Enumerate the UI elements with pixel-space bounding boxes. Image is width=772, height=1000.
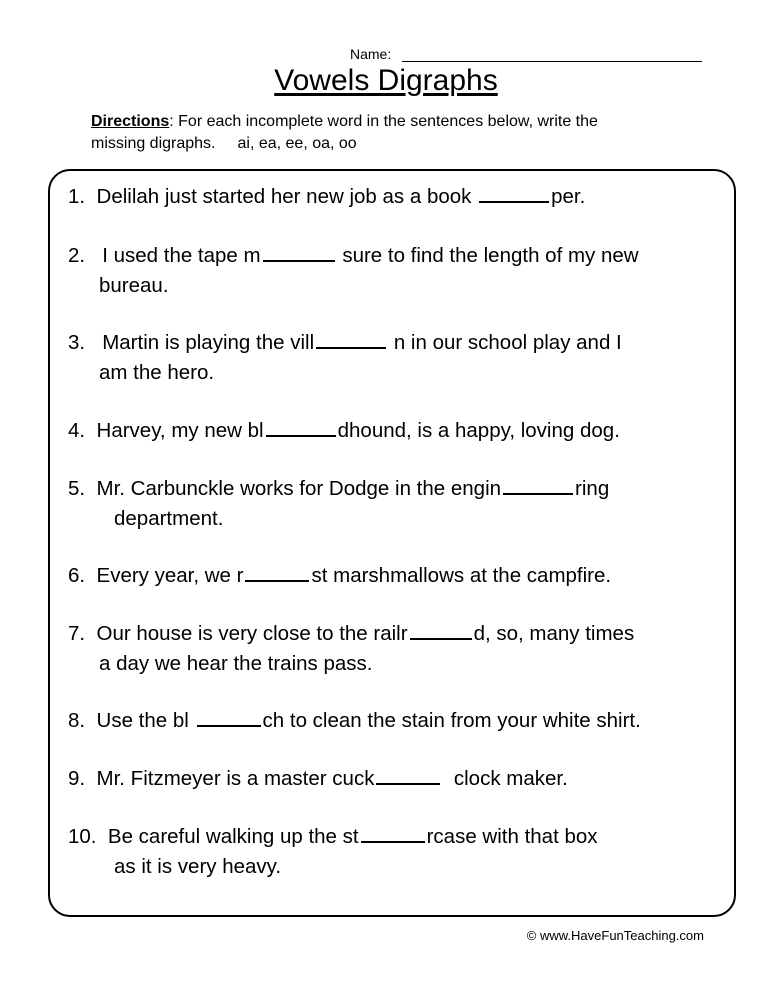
question-text: per. (551, 185, 586, 208)
question-number: 2. (68, 244, 86, 267)
question-text: Our house is very close to the railr (96, 622, 408, 645)
question-text: I used the tape m (102, 244, 261, 267)
question-text: Delilah just started her new job as a book (96, 185, 472, 208)
question-number: 4. (68, 419, 86, 442)
question-text: department. (114, 507, 224, 530)
question-4 (68, 416, 748, 446)
answer-blank[interactable] (263, 242, 335, 262)
question-1 (68, 182, 748, 212)
question-text: sure to find the length of my new (342, 244, 639, 267)
question-text: Mr. Fitzmeyer is a master cuck (96, 767, 375, 790)
question-text: Harvey, my new bl (96, 419, 264, 442)
question-number: 1. (68, 185, 86, 208)
question-text: bureau. (99, 274, 169, 297)
answer-blank[interactable] (503, 475, 573, 495)
question-9 (68, 764, 748, 794)
question-7 (68, 619, 748, 679)
question-number: 6. (68, 564, 86, 587)
question-number: 3. (68, 331, 86, 354)
answer-blank[interactable] (361, 823, 425, 843)
question-text: Martin is playing the vill (102, 331, 315, 354)
question-text: rcase with that box (426, 825, 598, 848)
directions-label: Directions (91, 113, 170, 130)
question-2 (68, 241, 748, 301)
question-text: ch to clean the stain from your white shirt. (262, 709, 641, 732)
question-number: 7. (68, 622, 86, 645)
answer-blank[interactable] (376, 765, 440, 785)
answer-blank[interactable] (245, 562, 309, 582)
question-text: Use the bl (96, 709, 189, 732)
question-number: 10. (68, 825, 97, 848)
question-3 (68, 328, 748, 388)
question-6 (68, 561, 748, 591)
digraph-list: ai, ea, ee, oa, oo (237, 135, 357, 152)
title-text: Vowels Digraphs (274, 64, 498, 97)
directions-text: : For each incomplete word in the sentences below, write the (169, 113, 598, 130)
question-10 (68, 822, 748, 882)
directions (91, 111, 691, 155)
question-text: Be careful walking up the st (107, 825, 359, 848)
question-text: clock maker. (453, 767, 568, 790)
question-text: as it is very heavy. (114, 855, 282, 878)
question-8 (68, 706, 748, 736)
question-text: am the hero. (99, 361, 215, 384)
copyright-footer: © www.HaveFunTeaching.com (526, 928, 704, 943)
answer-blank[interactable] (479, 183, 549, 203)
question-5 (68, 474, 748, 534)
question-text: Every year, we r (96, 564, 244, 587)
question-number: 5. (68, 477, 86, 500)
question-number: 9. (68, 767, 86, 790)
question-text: dhound, is a happy, loving dog. (337, 419, 620, 442)
question-text: d, so, many times (473, 622, 635, 645)
question-text: ring (575, 477, 610, 500)
answer-blank[interactable] (410, 620, 472, 640)
answer-blank[interactable] (316, 329, 386, 349)
name-label: Name: (350, 46, 392, 62)
question-text: st marshmallows at the campfire. (311, 564, 612, 587)
answer-blank[interactable] (197, 707, 261, 727)
question-number: 8. (68, 709, 86, 732)
directions-text-2: missing digraphs. (91, 135, 216, 152)
question-text: n in our school play and I (393, 331, 622, 354)
name-line[interactable] (402, 61, 702, 62)
question-text: Mr. Carbunckle works for Dodge in the engin (96, 477, 502, 500)
worksheet-title (0, 64, 772, 98)
question-text: a day we hear the trains pass. (99, 652, 373, 675)
name-field (350, 44, 710, 66)
answer-blank[interactable] (266, 417, 336, 437)
